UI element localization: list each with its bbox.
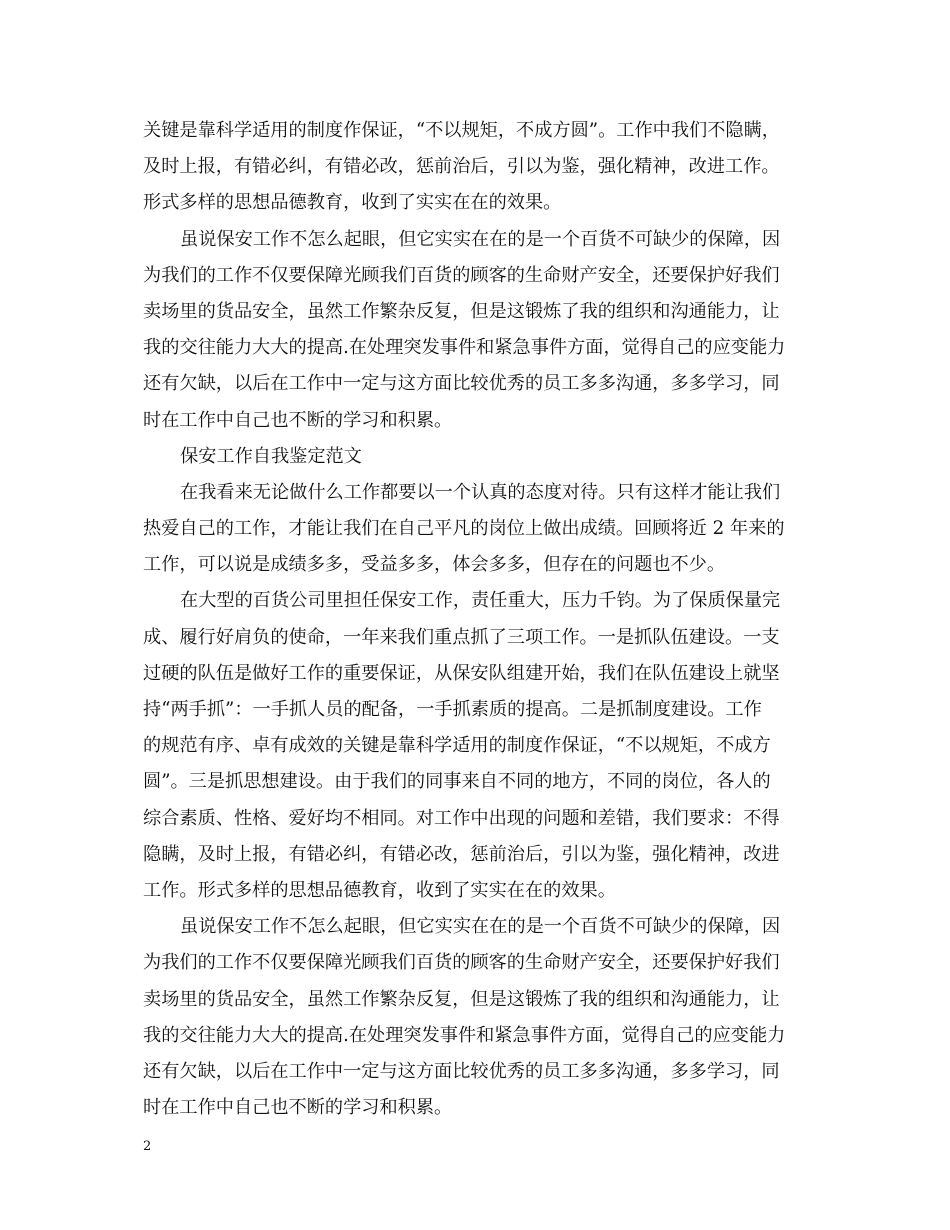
body-line: 为我们的工作不仅要保障光顾我们百货的顾客的生命财产安全，还要保护好我们 <box>143 264 780 286</box>
body-line: 持“两手抓”：一手抓人员的配备，一手抓素质的提高。二是抓制度建设。工作 <box>143 699 762 720</box>
body-line: 卖场里的货品安全，虽然工作繁杂反复，但是这锻炼了我的组织和沟通能力，让 <box>143 988 780 1010</box>
body-line: 虽说保安工作不怎么起眼，但它实实在在的是一个百货不可缺少的保障，因 <box>180 228 781 250</box>
body-line: 成、履行好肩负的使命，一年来我们重点抓了三项工作。一是抓队伍建设。一支 <box>143 626 780 648</box>
body-line: 在我看来无论做什么工作都要以一个认真的态度对待。只有这样才能让我们 <box>180 481 781 503</box>
body-line: 形式多样的思想品德教育，收到了实实在在的效果。 <box>143 192 562 214</box>
body-line: 隐瞒，及时上报，有错必纠，有错必改，惩前治后，引以为鉴，强化精神，改进 <box>143 843 780 865</box>
body-line: 还有欠缺，以后在工作中一定与这方面比较优秀的员工多多沟通，多多学习，同 <box>143 373 780 395</box>
body-line: 我的交往能力大大的提高.在处理突发事件和紧急事件方面，觉得自己的应变能力 <box>143 337 786 359</box>
body-line: 时在工作中自己也不断的学习和积累。 <box>143 409 453 431</box>
body-line: 热爱自己的工作，才能让我们在自己平凡的岗位上做出成绩。回顾将近 2 年来的 <box>143 518 785 540</box>
document-body <box>143 113 809 1126</box>
body-line: 工作，可以说是成绩多多，受益多多，体会多多，但存在的问题也不少。 <box>143 554 726 576</box>
section-heading: 保安工作自我鉴定范文 <box>180 445 362 467</box>
body-line: 过硬的队伍是做好工作的重要保证，从保安队组建开始，我们在队伍建设上就坚 <box>143 662 780 684</box>
body-line: 及时上报，有错必纠，有错必改，惩前治后，引以为鉴，强化精神，改进工作。 <box>143 156 780 178</box>
body-line: 的规范有序、卓有成效的关键是靠科学适用的制度作保证，“不以规矩，不成方 <box>143 735 771 757</box>
body-line: 圆”。三是抓思想建设。由于我们的同事来自不同的地方，不同的岗位，各人的 <box>143 771 771 793</box>
body-line: 关键是靠科学适用的制度作保证，“不以规矩，不成方圆”。工作中我们不隐瞒， <box>143 120 780 141</box>
page-number: 2 <box>143 1139 152 1154</box>
body-line: 虽说保安工作不怎么起眼，但它实实在在的是一个百货不可缺少的保障，因 <box>180 916 781 938</box>
body-line: 我的交往能力大大的提高.在处理突发事件和紧急事件方面，觉得自己的应变能力 <box>143 1024 786 1046</box>
body-line: 为我们的工作不仅要保障光顾我们百货的顾客的生命财产安全，还要保护好我们 <box>143 952 780 974</box>
body-line: 工作。形式多样的思想品德教育，收到了实实在在的效果。 <box>143 879 616 901</box>
body-line: 卖场里的货品安全，虽然工作繁杂反复，但是这锻炼了我的组织和沟通能力，让 <box>143 300 780 322</box>
body-line: 还有欠缺，以后在工作中一定与这方面比较优秀的员工多多沟通，多多学习，同 <box>143 1060 780 1082</box>
body-line: 在大型的百货公司里担任保安工作，责任重大，压力千钧。为了保质保量完 <box>180 590 781 612</box>
body-line: 综合素质、性格、爱好均不相同。对工作中出现的问题和差错，我们要求：不得 <box>143 807 780 829</box>
body-line: 时在工作中自己也不断的学习和积累。 <box>143 1097 453 1119</box>
